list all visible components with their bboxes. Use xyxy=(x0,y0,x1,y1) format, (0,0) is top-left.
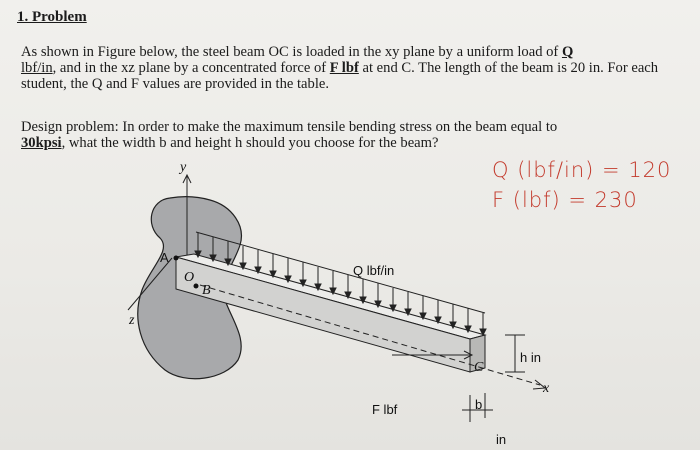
point-a-dot xyxy=(174,256,179,261)
axis-z-label: z xyxy=(129,313,135,328)
axis-y-label: y xyxy=(180,160,187,175)
f-symbol: F lbf xyxy=(329,60,359,76)
handwritten-f-value: F (lbf) = 230 xyxy=(492,188,638,212)
statement-part-d: at end C. The length of the beam is 20 in. For each student, the Q and F values are provided in the table. xyxy=(21,60,659,92)
distributed-load-label: Q lbf/in xyxy=(353,263,395,278)
problem-title: 1. Problem xyxy=(17,9,87,25)
force-label: F lbf xyxy=(372,402,398,417)
point-c-label: C xyxy=(474,360,484,375)
design-part-b: , what the width b and height h should you choose for the beam? xyxy=(61,135,439,151)
q-symbol: Q xyxy=(561,44,574,60)
point-o-label: O xyxy=(184,270,195,285)
width-label: b xyxy=(475,397,483,412)
axis-x-label: x xyxy=(543,381,550,396)
statement-part-c: , and in the xz plane by a concentrated force of xyxy=(52,60,330,76)
statement-part-a: As shown in Figure below, the steel beam OC is loaded in the xy plane by a uniform load of xyxy=(21,44,562,60)
handwritten-q-value: Q (lbf/in) = 120 xyxy=(492,158,672,182)
point-b-dot xyxy=(194,284,199,289)
design-part-a: Design problem: In order to make the maximum tensile bending stress on the beam equal to xyxy=(21,119,558,135)
inch-label: in xyxy=(496,432,507,447)
target-stress: 30kpsi xyxy=(21,135,62,151)
point-a-label: A xyxy=(160,250,169,265)
point-b-label: B xyxy=(202,283,211,298)
height-label: h in xyxy=(520,350,541,365)
q-unit: lbf/in xyxy=(21,60,53,76)
